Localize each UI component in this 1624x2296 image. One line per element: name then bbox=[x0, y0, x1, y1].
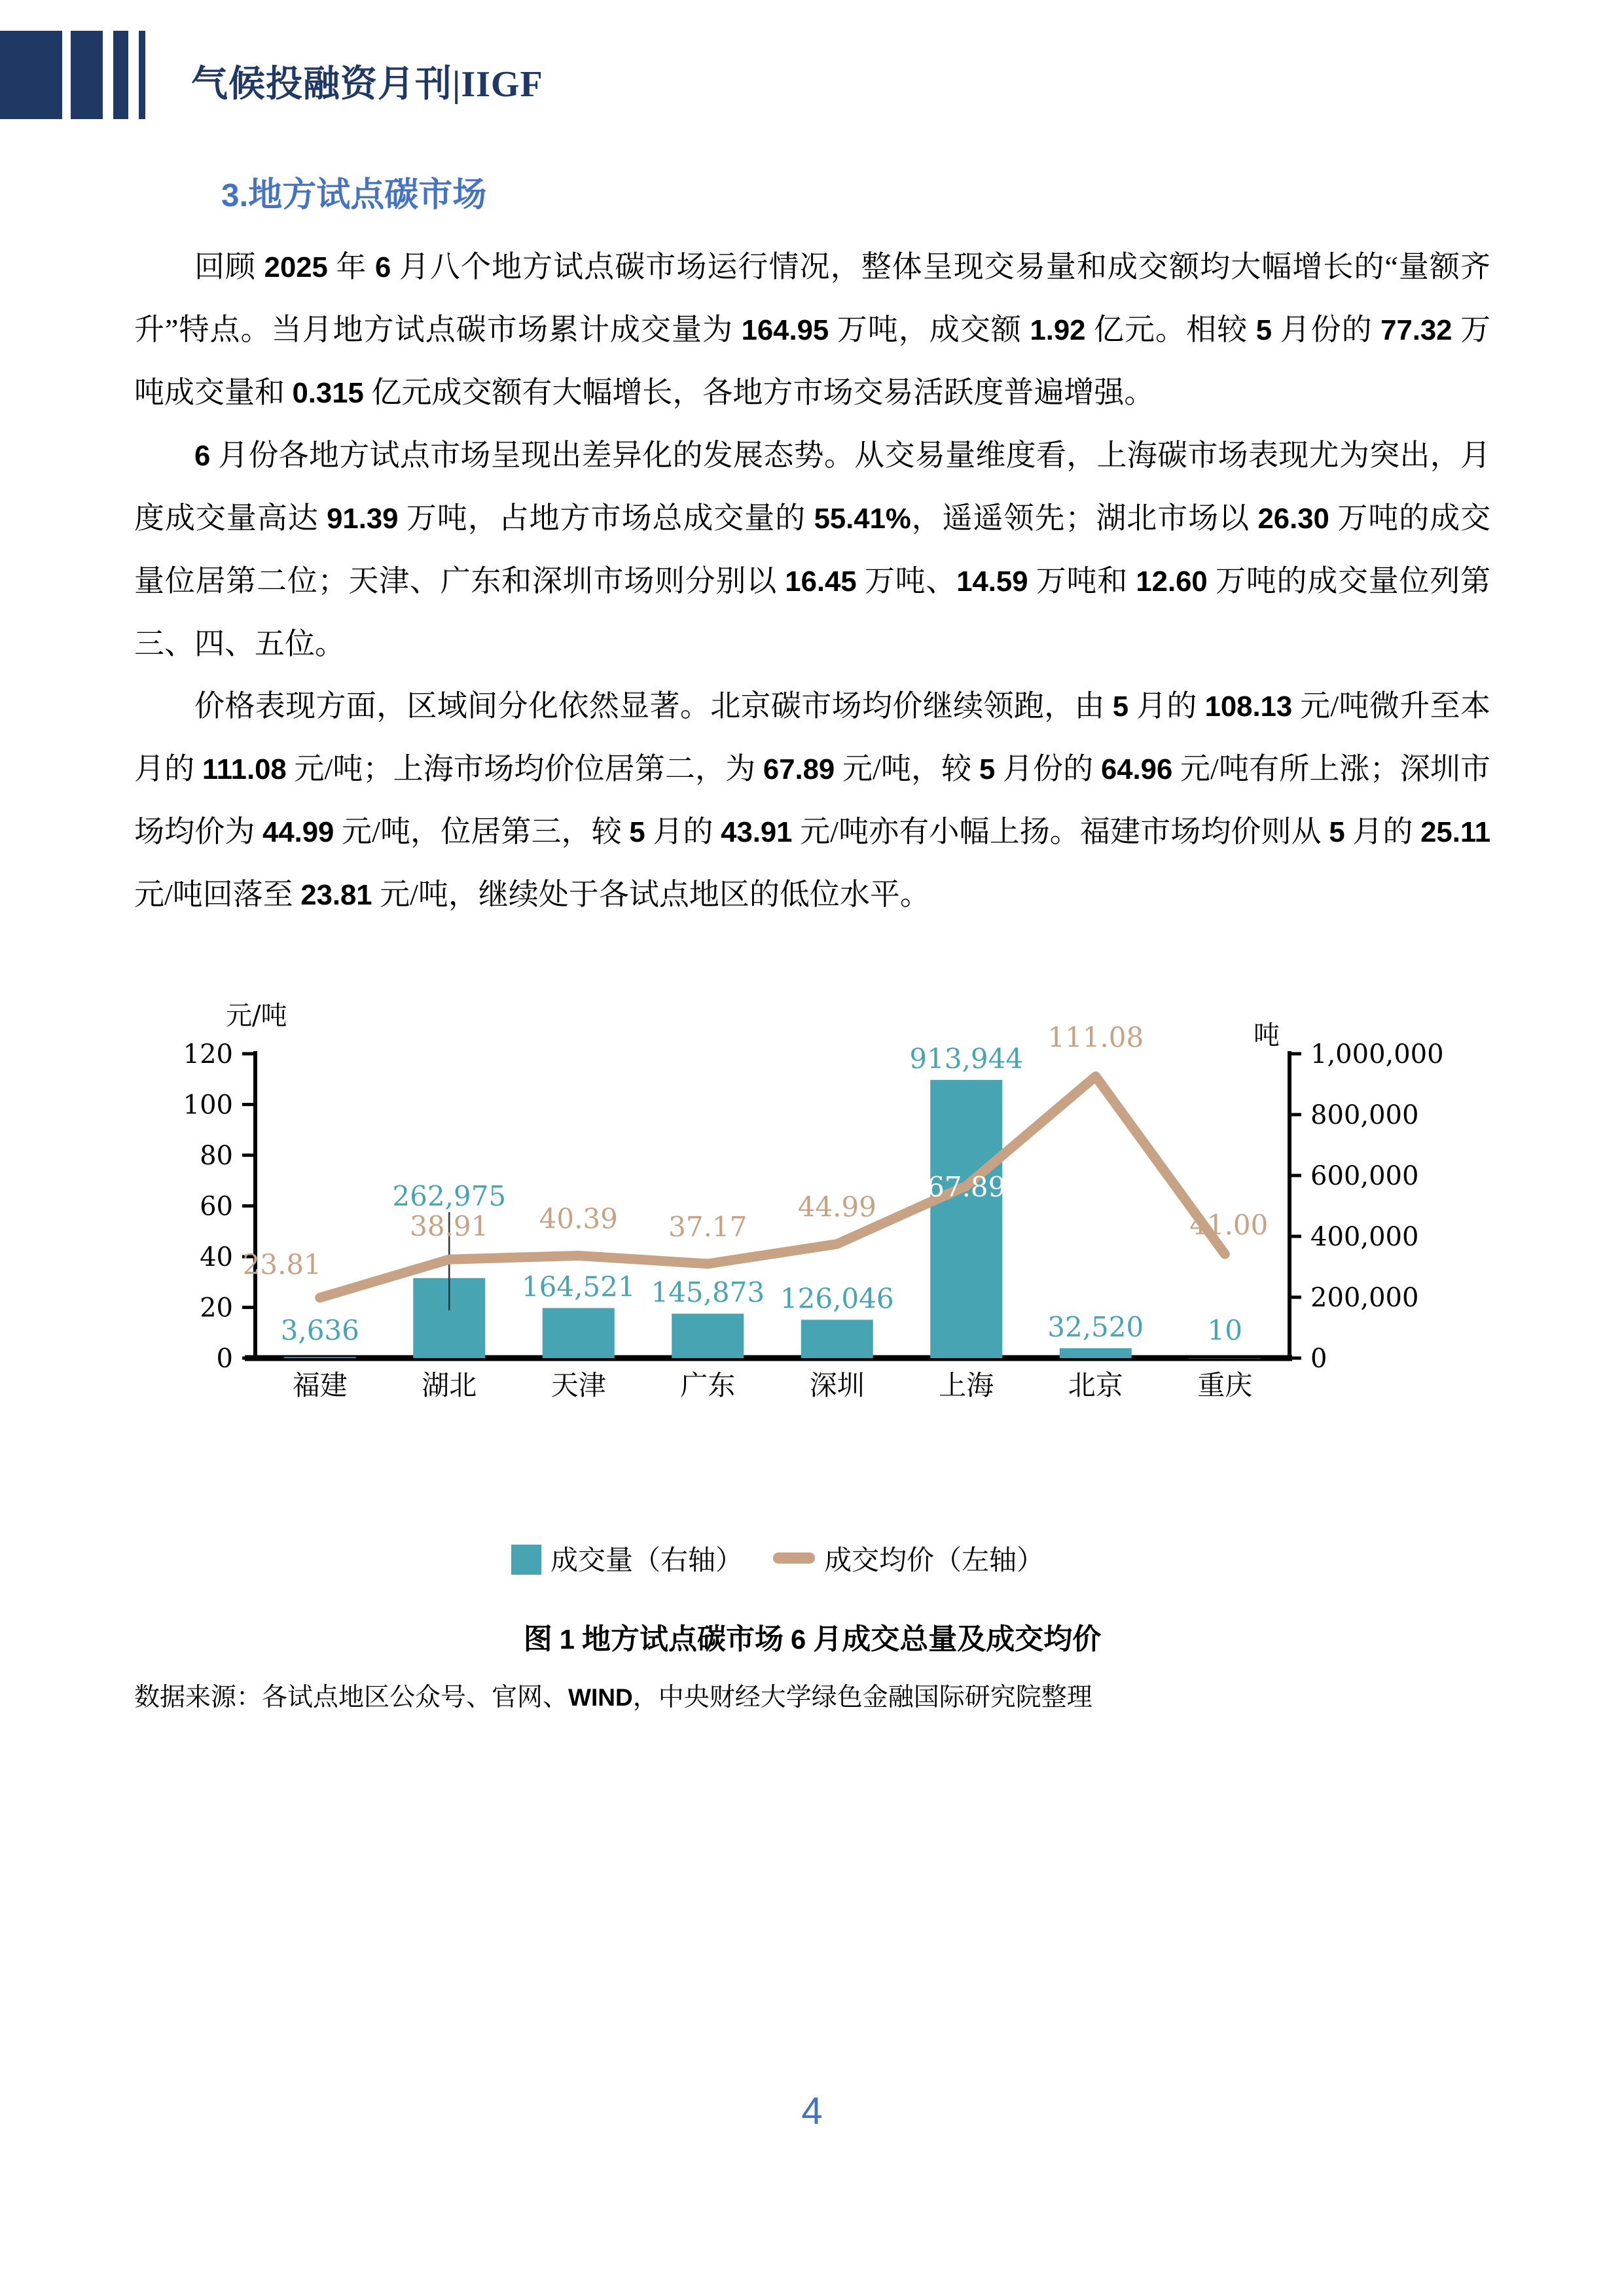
bar-天津 bbox=[543, 1308, 615, 1358]
category-label-上海: 上海 bbox=[939, 1369, 994, 1401]
chart-canvas bbox=[137, 975, 1473, 1604]
page-number: 4 bbox=[801, 2090, 823, 2132]
volume-label-天津: 164,521 bbox=[521, 1270, 636, 1303]
paragraph-1: 回顾 2025 年 6 月八个地方试点碳市场运行情况，整体呈现交易量和成交额均大幅增长的“量额齐升”特点。当月地方试点碳市场累计成交量为 164.95 万吨，成交额 1.92 亿元。相较 5 月份的 77.32 万吨成交量和 0.315 亿元成交额有大幅增长，各地方市场交易活跃度普遍增强。 bbox=[134, 250, 1491, 409]
volume-label-重庆: 10 bbox=[1207, 1314, 1242, 1346]
category-label-湖北: 湖北 bbox=[422, 1369, 477, 1401]
bar-深圳 bbox=[801, 1319, 873, 1358]
section-heading bbox=[221, 167, 486, 216]
price-label-广东: 37.17 bbox=[668, 1210, 748, 1243]
bar-北京 bbox=[1060, 1348, 1132, 1358]
volume-label-福建: 3,636 bbox=[280, 1314, 359, 1346]
left-axis-unit: 元/吨 bbox=[226, 1001, 287, 1031]
section-number: 3. bbox=[221, 177, 249, 213]
price-label-深圳: 44.99 bbox=[797, 1191, 876, 1223]
legend-volume-swatch bbox=[511, 1545, 541, 1575]
volume-label-上海: 913,944 bbox=[909, 1043, 1024, 1075]
category-label-广东: 广东 bbox=[680, 1369, 736, 1401]
logo-block bbox=[0, 31, 62, 119]
price-label-上海: 67.89 bbox=[927, 1170, 1006, 1203]
price-label-福建: 23.81 bbox=[242, 1248, 321, 1281]
legend-price-label: 成交均价（左轴） bbox=[824, 1544, 1045, 1576]
right-axis-tick-label: 1,000,000 bbox=[1310, 1039, 1444, 1069]
price-label-北京: 111.08 bbox=[1047, 1021, 1144, 1054]
right-axis-tick-label: 200,000 bbox=[1310, 1283, 1419, 1313]
right-axis-tick-label: 0 bbox=[1310, 1344, 1327, 1374]
left-axis-tick-label: 80 bbox=[200, 1141, 233, 1171]
right-axis-unit: 吨 bbox=[1254, 1020, 1280, 1050]
volume-label-广东: 145,873 bbox=[651, 1276, 765, 1309]
bar-重庆 bbox=[1189, 1358, 1261, 1359]
volume-label-北京: 32,520 bbox=[1047, 1310, 1144, 1343]
category-label-深圳: 深圳 bbox=[809, 1369, 865, 1401]
logo-bar-3 bbox=[139, 31, 145, 119]
right-axis-tick-label: 600,000 bbox=[1310, 1161, 1419, 1191]
price-label-湖北: 38.91 bbox=[410, 1210, 489, 1242]
bar-上海 bbox=[930, 1080, 1002, 1358]
category-label-北京: 北京 bbox=[1068, 1369, 1123, 1401]
price-label-天津: 40.39 bbox=[539, 1202, 618, 1235]
logo-bar-1 bbox=[71, 31, 103, 119]
bar-福建 bbox=[284, 1357, 356, 1358]
journal-title: 气候投融资月刊|IIGF bbox=[191, 64, 543, 105]
category-label-重庆: 重庆 bbox=[1197, 1369, 1253, 1401]
body-text bbox=[134, 236, 1490, 926]
data-source-note: 数据来源：各试点地区公众号、官网、WIND，中央财经大学绿色金融国际研究院整理 bbox=[134, 1683, 1092, 1712]
price-label-重庆: 41.00 bbox=[1189, 1209, 1269, 1242]
category-label-天津: 天津 bbox=[550, 1369, 606, 1401]
logo-bar-2 bbox=[113, 31, 128, 119]
left-axis-tick-label: 40 bbox=[200, 1242, 233, 1272]
left-axis-tick-label: 100 bbox=[183, 1090, 233, 1121]
category-label-福建: 福建 bbox=[292, 1369, 348, 1401]
paragraph-3: 价格表现方面，区域间分化依然显著。北京碳市场均价继续领跑，由 5 月的 108.13 元/吨微升至本月的 111.08 元/吨；上海市场均价位居第二，为 67.89 元/吨，较 5 月份的 64.96 元/吨有所上涨；深圳市场均价为 44.99 元/吨，位居第三，较 5 月的 43.91 元/吨亦有小幅上扬。福建市场均价则从 5 月的 25.11 元/吨回落至 23.81 元/吨，继续处于各试点地区的低位水平。 bbox=[134, 689, 1491, 911]
section-title: 地方试点碳市场 bbox=[248, 177, 487, 214]
volume-label-深圳: 126,046 bbox=[780, 1282, 894, 1315]
paragraph-2: 6 月份各地方试点市场呈现出差异化的发展态势。从交易量维度看，上海碳市场表现尤为突出，月度成交量高达 91.39 万吨，占地方市场总成交量的 55.41%，遥遥领先；湖北市场以 26.30 万吨的成交量位居第二位；天津、广东和深圳市场则分别以 16.45 万吨、14.59 万吨和 12.60 万吨的成交量位列第三、四、五位。 bbox=[134, 439, 1491, 660]
carbon-market-chart bbox=[137, 975, 1473, 1604]
left-axis-tick-label: 60 bbox=[200, 1191, 233, 1222]
left-axis-tick-label: 120 bbox=[183, 1039, 233, 1069]
left-axis-tick-label: 0 bbox=[216, 1344, 233, 1374]
right-axis-tick-label: 400,000 bbox=[1310, 1222, 1419, 1252]
left-axis-tick-label: 20 bbox=[200, 1293, 233, 1323]
volume-label-湖北: 262,975 bbox=[392, 1180, 507, 1212]
right-axis-tick-label: 800,000 bbox=[1310, 1100, 1419, 1130]
figure-caption: 图 1 地方试点碳市场 6 月成交总量及成交均价 bbox=[523, 1623, 1102, 1655]
bar-广东 bbox=[672, 1314, 744, 1358]
legend-volume-label: 成交量（右轴） bbox=[550, 1544, 744, 1576]
legend-price-swatch bbox=[773, 1552, 815, 1564]
